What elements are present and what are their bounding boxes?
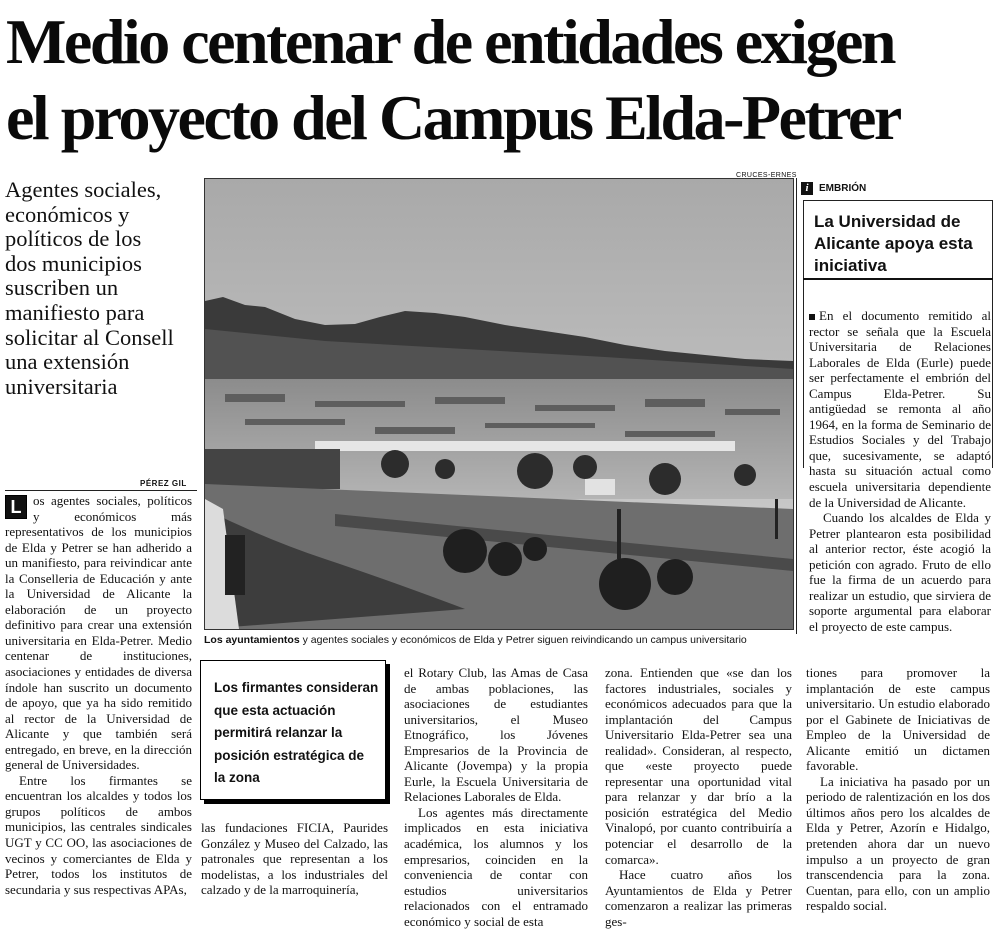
info-icon: i — [801, 182, 813, 195]
photo-caption — [204, 634, 794, 647]
subheadline — [5, 178, 200, 399]
sidebar-paragraph: Cuando los alcaldes de Elda y Petrer plantearon esta posibilidad al anterior rector, éste acogió la petición con agrado. Fruto de ello fue la firma de un acuerdo para realizar un estudio, que sirviera de soporte argumental para elaborar el proyecto de este campus. — [809, 510, 991, 634]
drop-cap: L — [5, 495, 27, 519]
deck-line: políticos de los — [5, 226, 142, 252]
caption-text: y agentes sociales y económicos de Elda y Petrer siguen reivindicando un campus universitario — [299, 634, 747, 646]
article-column-3 — [404, 665, 588, 929]
deck-line: económicos y — [5, 201, 130, 227]
landscape-photo-image — [205, 179, 793, 629]
body-paragraph: las fundaciones FICIA, Paurides González y Museo del Calzado, las patronales que representan a los modelistas, a los industriales del calzado y de la marroquinería, — [201, 820, 388, 898]
body-paragraph: La iniciativa ha pasado por un periodo de ralentización en los dos últimos años pero los alcaldes de Elda y Petrer, Azorín e Hidalgo, pretenden ahora dar un nuevo impulso a un proyecto de gran transcendencia para la zona. Cuentan, para ello, con un amplio respaldo social. — [806, 773, 990, 914]
pullquote-box — [200, 660, 386, 800]
deck-line: Agentes sociales, — [5, 177, 162, 202]
body-paragraph: el Rotary Club, las Amas de Casa de ambas poblaciones, las asociaciones de estudiantes universitarios, el Museo Etnográfico, los Jóvenes Empresarios de la Provincia de Alicante (Jovempa) y la propia Eurle, la Escuela Universitaria de Relaciones Laborales de Elda. — [404, 665, 588, 805]
caption-bold: Los ayuntamientos — [204, 634, 300, 646]
body-paragraph: zona. Entienden que «se dan los factores industriales, sociales y económicos adecuados para que la implantación del Campus Universitario Elda-Petrer sea una realidad». Consideran, al respecto, que «este proyecto puede representar una oportunidad vital para relanzar y dar brío a la posición estratégica del Medio Vinalopó, por cuanto contribuiría a potenciar el desarrollo de la comarca». — [605, 665, 792, 867]
sidebar-title: La Universidad de Alicante apoya esta iniciativa — [814, 212, 973, 275]
deck-line: universitaria — [5, 373, 118, 399]
article-column-5 — [806, 665, 990, 914]
deck-line: solicitar al Consell — [5, 324, 174, 350]
photo-credit: CRUCES-ERNES — [736, 172, 797, 179]
article-column-1 — [5, 493, 192, 897]
news-photo — [204, 178, 794, 630]
deck-line: suscriben un — [5, 275, 119, 301]
sidebar-tag-label: EMBRIÓN — [819, 183, 867, 194]
body-paragraph: tiones para promover la implantación de este campus universitario. Un estudio elaborado por el Gabinete de Iniciativas de Empleo de la Universidad de Alicante emitió un dictamen favorable. — [806, 665, 990, 774]
deck-line: una extensión — [5, 349, 130, 375]
sidebar-paragraph: En el documento remitido al rector se señala que la Escuela Universitaria de Relaciones Laborales de Elda (Eurle) puede ser perfectamente el embrión del Campus Elda-Petrer. Su antigüedad se remonta al año 1964, en la forma de Seminario de Estudios Sociales y del Trabajo que, sucesivamente, se adaptó hasta su situación actual como escuela universitaria dependiente de la Universidad de Alicante. — [809, 308, 991, 510]
article-column-2 — [201, 820, 388, 898]
byline-rule — [5, 490, 197, 491]
headline-line-2: el proyecto del Campus Elda-Petrer — [6, 82, 900, 153]
body-paragraph: Entre los firmantes se encuentran los alcaldes y todos los grupos políticos de ambos municipios, las centrales sindicales UGT y CC OO, las asociaciones de vecinos y comerciantes de Elda y Petrer, todos los institutos de secundaria y sus respectivas APAs, — [5, 772, 192, 897]
headline-line-1: Medio centenar de entidades exigen — [6, 6, 894, 77]
headline — [6, 4, 991, 156]
article-column-4 — [605, 665, 792, 929]
body-paragraph: Los agentes más directamente implicados en esta iniciativa académica, los alumnos y los empresarios, coinciden en la conveniencia de contar con estudios universitarios relacionados con el entramado económico y social de esta — [404, 804, 588, 929]
deck-line: manifiesto para — [5, 299, 145, 325]
bullet-square-icon — [809, 314, 815, 320]
sidebar-title-rule — [803, 278, 993, 280]
lead-paragraph: L os agentes sociales, políticos y económicos más representativos de los municipios de Elda y Petrer se han adherido a un manifiesto, para reivindicar ante la Conselleria de Educación y ante la Universidad de Alicante la elaboración de un proyecto definitivo para crear una extensión universitaria en Elda-Petrer. Medio centenar de instituciones, asociaciones y entidades de diversa índole han suscrito un documento de apoyo, que ya ha sido remitido al rector de la Universidad de Alicante y que también será entregado, en breve, en la dirección general de Universidades. — [5, 493, 192, 773]
sidebar-box — [796, 178, 993, 634]
sidebar-body — [809, 308, 991, 634]
byline: PÉREZ GIL — [140, 479, 187, 488]
deck-line: dos municipios — [5, 250, 142, 276]
sidebar-tag — [801, 182, 866, 196]
body-paragraph: Hace cuatro años los Ayuntamientos de Elda y Petrer comenzaron a realizar las primeras ges- — [605, 867, 792, 929]
pullquote-text: Los firmantes consideran que esta actuación permitirá relanzar la posición estratégica de la zona — [214, 680, 379, 785]
